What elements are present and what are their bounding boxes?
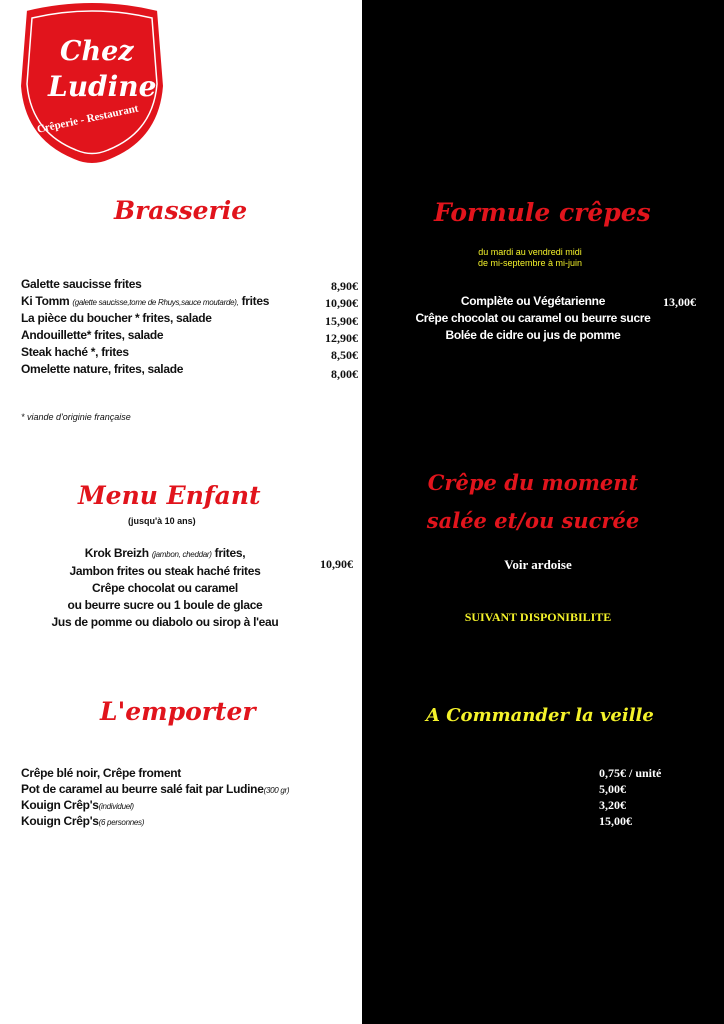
formule-line2: Crêpe chocolat ou caramel ou beurre sucre — [415, 311, 651, 325]
moment-dispo: SUIVANT DISPONIBILITE — [464, 610, 612, 624]
item-price: 8,90€ — [331, 279, 358, 293]
list-item — [21, 798, 134, 812]
list-item — [21, 766, 181, 780]
list-item — [21, 311, 212, 325]
moment-title-line1: Crêpe du moment — [427, 470, 639, 495]
item-name: Andouillette* frites, salade — [21, 328, 164, 342]
formule-schedule — [430, 247, 630, 269]
item-price: 15,00€ — [599, 814, 632, 828]
logo-line2: Ludine — [48, 70, 157, 103]
item-name: Steak haché *, frites — [21, 345, 129, 359]
list-item — [21, 328, 163, 342]
text: Krok Breizh — [84, 546, 152, 560]
commander-title: A Commander la veille — [426, 705, 654, 726]
menu-enfant-subtitle: (jusqu'à 10 ans) — [128, 516, 196, 526]
brasserie-footnote: * viande d'originie française — [21, 412, 131, 422]
formule-lines — [400, 293, 666, 344]
text: frites, — [211, 546, 246, 560]
item-price: 10,90€ — [325, 296, 358, 310]
list-item — [21, 294, 269, 308]
item-price: 5,00€ — [599, 782, 626, 796]
emporter-title: L'emporter — [100, 697, 256, 726]
item-name: Kouign Crêp's — [21, 798, 99, 812]
logo — [14, 0, 170, 170]
formule-price: 13,00€ — [663, 295, 696, 309]
menu-enfant-line1 — [30, 545, 300, 563]
formule-line1: Complète ou Végétarienne — [460, 294, 606, 308]
moment-title-line2: salée et/ou sucrée — [426, 508, 640, 533]
item-name: La pièce du boucher * frites, salade — [21, 311, 212, 325]
logo-tagline: Crêperie - Restaurant — [36, 102, 140, 136]
list-item — [21, 277, 142, 291]
item-note: (individuel) — [98, 802, 134, 811]
item-name: Crêpe blé noir, Crêpe froment — [21, 766, 182, 780]
menu-enfant-line4: ou beurre sucre ou 1 boule de glace — [67, 598, 263, 612]
formule-schedule-line2: de mi-septembre à mi-juin — [477, 258, 583, 268]
item-price: 8,50€ — [331, 348, 358, 362]
item-name: Pot de caramel au beurre salé fait par Ludine — [21, 782, 264, 796]
item-note: (6 personnes) — [98, 818, 145, 827]
item-price: 0,75€ / unité — [599, 766, 662, 780]
menu-enfant-line5: Jus de pomme ou diabolo ou sirop à l'eau — [51, 615, 279, 629]
formule-schedule-line1: du mardi au vendredi midi — [478, 247, 582, 257]
item-price: 15,90€ — [325, 314, 358, 328]
menu-enfant-price: 10,90€ — [320, 557, 353, 571]
item-note: (galette saucisse,tome de Rhuys,sauce moutarde), — [72, 298, 239, 307]
menu-enfant-line2: Jambon frites ou steak haché frites — [69, 564, 261, 578]
item-price: 8,00€ — [331, 367, 358, 381]
item-name: Kouign Crêp's — [21, 814, 99, 828]
list-item — [21, 345, 129, 359]
menu-enfant-lines — [30, 545, 300, 631]
menu-enfant-line3: Crêpe chocolat ou caramel — [92, 581, 238, 595]
list-item — [21, 362, 183, 376]
item-price: 3,20€ — [599, 798, 626, 812]
item-name: Omelette nature, frites, salade — [21, 362, 184, 376]
logo-line1: Chez — [60, 36, 134, 67]
item-name: Galette saucisse frites — [21, 277, 142, 291]
item-note: (300 gr) — [263, 786, 290, 795]
menu-enfant-title: Menu Enfant — [78, 481, 261, 510]
list-item — [21, 782, 289, 796]
text-note: (jambon, cheddar) — [151, 550, 212, 559]
formule-title: Formule crêpes — [434, 198, 651, 227]
moment-title — [420, 464, 646, 540]
brasserie-title: Brasserie — [114, 196, 248, 225]
list-item — [21, 814, 144, 828]
item-name: Ki Tomm — [21, 294, 73, 308]
moment-ardoise: Voir ardoise — [504, 557, 572, 572]
formule-line3: Bolée de cidre ou jus de pomme — [445, 328, 621, 342]
item-suffix: frites — [238, 294, 270, 308]
item-price: 12,90€ — [325, 331, 358, 345]
